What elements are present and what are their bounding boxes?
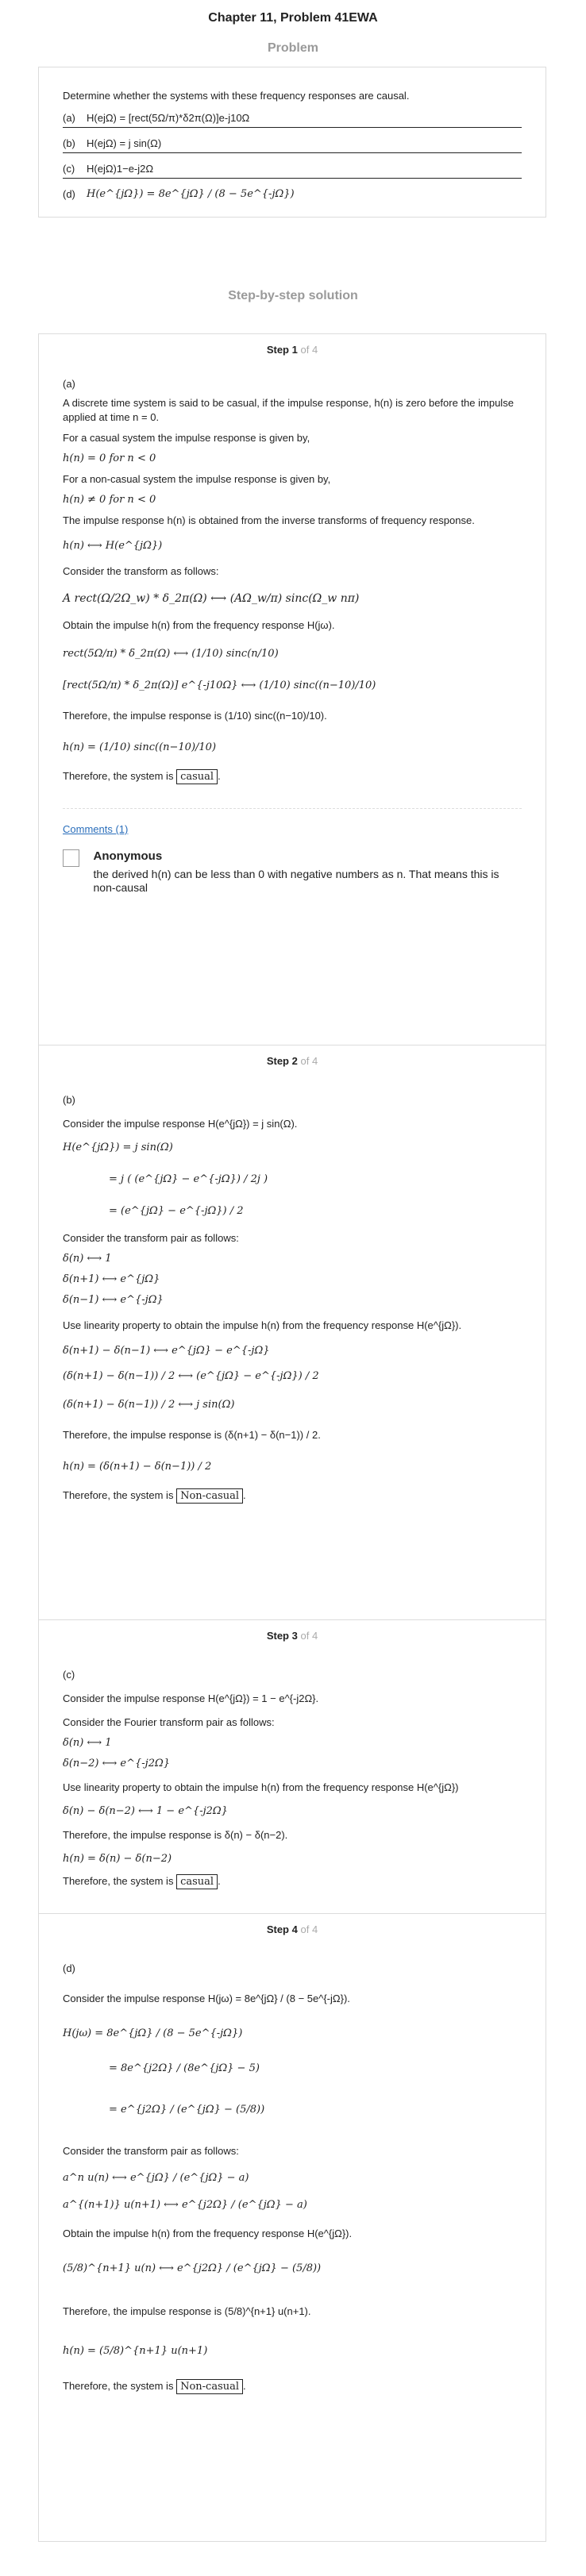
- equation: (δ(n+1) − δ(n−1)) / 2 ⟷ j sin(Ω): [63, 1399, 235, 1411]
- text-line: The impulse response h(n) is obtained from the inverse transforms of frequency response.: [63, 514, 475, 526]
- conclusion: Therefore, the system is casual .: [63, 1875, 221, 1888]
- equation: h(n) = 0 for n < 0: [63, 452, 156, 464]
- text-line: Obtain the impulse h(n) from the frequency response H(jω).: [63, 619, 335, 631]
- part-label: (b): [63, 1094, 75, 1106]
- step-header: Step 2 of 4: [266, 1055, 318, 1067]
- equation: h(n) ≠ 0 for n < 0: [63, 494, 156, 506]
- equation: δ(n) − δ(n−2) ⟷ 1 − e^{-j2Ω}: [63, 1805, 228, 1817]
- text-line: Consider the transform as follows:: [63, 565, 219, 577]
- problem-part-c: (c) H(ejΩ)1−e-j2Ω: [63, 163, 522, 179]
- answer-box: Non-casual: [176, 1488, 243, 1504]
- equation: A rect(Ω/2Ω_w) * δ_2π(Ω) ⟷ (AΩ_w/π) sinc(Ω_w nπ): [63, 592, 360, 605]
- equation: (δ(n+1) − δ(n−1)) / 2 ⟷ (e^{jΩ} − e^{-jΩ}) / 2: [63, 1370, 319, 1382]
- page-title: Chapter 11, Problem 41EWA: [208, 11, 378, 25]
- step-3: [39, 1620, 546, 1914]
- equation: δ(n−1) ⟷ e^{-jΩ}: [63, 1294, 164, 1306]
- equation: = 8e^{j2Ω} / (8e^{jΩ} − 5): [109, 2062, 260, 2074]
- step-header: Step 3 of 4: [266, 1630, 318, 1642]
- step-header: Step 1 of 4: [266, 344, 318, 356]
- text-line: Obtain the impulse h(n) from the frequency response H(e^{jΩ}).: [63, 2228, 353, 2239]
- problem-intro: Determine whether the systems with these frequency responses are causal.: [63, 90, 410, 102]
- text-line: Use linearity property to obtain the impulse h(n) from the frequency response H(e^{jΩ}).: [63, 1319, 462, 1331]
- equation: h(n) = δ(n) − δ(n−2): [63, 1853, 172, 1865]
- conclusion: Therefore, the system is casual .: [63, 770, 221, 783]
- text-line: Consider the transform pair as follows:: [63, 2145, 239, 2157]
- step-4: [39, 1914, 546, 2541]
- equation: a^n u(n) ⟷ e^{jΩ} / (e^{jΩ} − a): [63, 2172, 249, 2184]
- equation: δ(n+1) − δ(n−1) ⟷ e^{jΩ} − e^{-jΩ}: [63, 1345, 270, 1357]
- solution-card: [38, 333, 546, 2542]
- problem-part-d: (d) H(e^{jΩ}) = 8e^{jΩ} / (8 − 5e^{-jΩ}): [63, 188, 295, 200]
- problem-card: [38, 67, 546, 218]
- step-2: [39, 1045, 546, 1620]
- text-line: Therefore, the impulse response is δ(n) − δ(n−2).: [63, 1829, 288, 1841]
- text-line: Therefore, the impulse response is (δ(n+1) − δ(n−1)) / 2.: [63, 1429, 321, 1441]
- text-line: For a casual system the impulse response is given by,: [63, 432, 310, 444]
- equation: h(n) ⟷ H(e^{jΩ}): [63, 540, 163, 552]
- equation: a^{(n+1)} u(n+1) ⟷ e^{j2Ω} / (e^{jΩ} − a): [63, 2199, 307, 2211]
- equation: [rect(5Ω/π) * δ_2π(Ω)] e^{-j10Ω} ⟷ (1/10) sinc((n−10)/10): [63, 680, 376, 691]
- comments-section: [63, 808, 522, 895]
- step-header: Step 4 of 4: [266, 1923, 318, 1935]
- conclusion: Therefore, the system is Non-casual .: [63, 1489, 246, 1502]
- text-line: A discrete time system is said to be casual, if the impulse response, h(n) is zero before the impulse applied at time n = 0.: [63, 397, 514, 423]
- equation: H(e^{jΩ}) = j sin(Ω): [63, 1142, 173, 1153]
- answer-box: casual: [176, 1874, 218, 1889]
- equation: = j ( (e^{jΩ} − e^{-jΩ}) / 2j ): [109, 1173, 268, 1185]
- equation: δ(n) ⟷ 1: [63, 1253, 112, 1265]
- equation: = e^{j2Ω} / (e^{jΩ} − (5/8)): [109, 2104, 265, 2116]
- solution-heading: Step-by-step solution: [228, 289, 358, 302]
- equation: = (e^{jΩ} − e^{-jΩ}) / 2: [109, 1205, 244, 1217]
- equation: h(n) = (1/10) sinc((n−10)/10): [63, 741, 217, 753]
- problem-part-b: (b) H(ejΩ) = j sin(Ω): [63, 137, 522, 153]
- equation: rect(5Ω/π) * δ_2π(Ω) ⟷ (1/10) sinc(n/10): [63, 648, 279, 660]
- text-line: Use linearity property to obtain the impulse h(n) from the frequency response H(e^{jΩ}): [63, 1781, 459, 1793]
- equation: (5/8)^{n+1} u(n) ⟷ e^{j2Ω} / (e^{jΩ} − (5/8)): [63, 2262, 322, 2274]
- text-line: Consider the impulse response H(jω) = 8e^{jΩ} / (8 − 5e^{-jΩ}).: [63, 1993, 350, 2004]
- equation: h(n) = (δ(n+1) − δ(n−1)) / 2: [63, 1461, 212, 1473]
- text-line: Therefore, the impulse response is (1/10) sinc((n−10)/10).: [63, 710, 327, 722]
- comments-link[interactable]: Comments (1): [63, 823, 129, 835]
- problem-part-a: (a) H(ejΩ) = [rect(5Ω/π)*δ2π(Ω)]e-j10Ω: [63, 112, 522, 128]
- equation: H(jω) = 8e^{jΩ} / (8 − 5e^{-jΩ}): [63, 2027, 243, 2039]
- part-label: (c): [63, 1669, 75, 1681]
- equation: δ(n+1) ⟷ e^{jΩ}: [63, 1273, 160, 1285]
- equation: h(n) = (5/8)^{n+1} u(n+1): [63, 2345, 208, 2357]
- comment-body: the derived h(n) can be less than 0 with negative numbers as n. That means this is non-causal: [93, 868, 499, 894]
- text-line: Consider the impulse response H(e^{jΩ}) = 1 − e^{-j2Ω}.: [63, 1692, 319, 1704]
- answer-box: Non-casual: [176, 2379, 243, 2394]
- text-line: Therefore, the impulse response is (5/8)^{n+1} u(n+1).: [63, 2305, 311, 2317]
- conclusion: Therefore, the system is Non-casual .: [63, 2380, 246, 2393]
- equation: δ(n−2) ⟷ e^{-j2Ω}: [63, 1758, 171, 1769]
- text-line: Consider the Fourier transform pair as follows:: [63, 1716, 275, 1728]
- answer-box: casual: [176, 769, 218, 784]
- text-line: For a non-casual system the impulse response is given by,: [63, 473, 331, 485]
- text-line: Consider the impulse response H(e^{jΩ}) = j sin(Ω).: [63, 1118, 298, 1130]
- text-line: Consider the transform pair as follows:: [63, 1232, 239, 1244]
- part-label: (d): [63, 1962, 75, 1974]
- problem-heading: Problem: [267, 41, 318, 55]
- equation: δ(n) ⟷ 1: [63, 1737, 112, 1749]
- comment-author: Anonymous: [93, 849, 163, 863]
- comment: [63, 849, 522, 895]
- part-label: (a): [63, 378, 75, 390]
- step-1: [39, 334, 546, 1045]
- avatar: [63, 849, 79, 867]
